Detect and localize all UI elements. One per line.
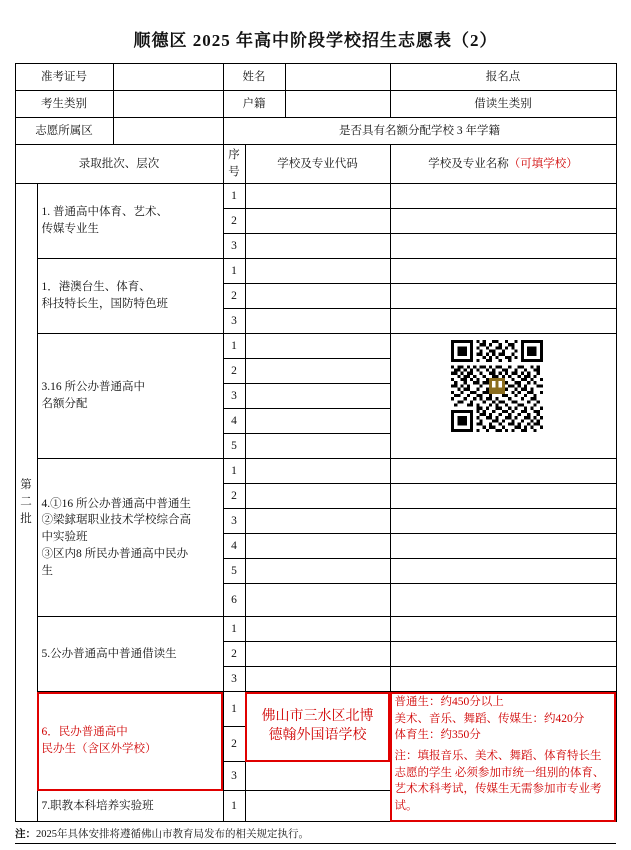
filled-school-name xyxy=(246,708,390,746)
qr-code-cell xyxy=(390,334,616,459)
label-district: 志愿所属区 xyxy=(15,118,113,145)
group-1-line-1: 1. 普通高中体育、艺术、 xyxy=(41,206,168,219)
red-note-line-2: 美术、音乐、舞蹈、传媒生：约420分 xyxy=(394,712,585,725)
batch-label-char-1: 第 xyxy=(20,479,32,492)
group-4-line-4: ③区内8 所民办普通高中民办 xyxy=(41,547,189,560)
bottom-divider xyxy=(15,843,616,844)
header-batch-section: 录取批次、层次 xyxy=(15,145,223,184)
group-4-line-5: 生 xyxy=(41,564,53,577)
table-row xyxy=(15,184,616,209)
seq-cell: 2 xyxy=(223,642,245,667)
header-name-main: 学校及专业名称 xyxy=(428,157,509,170)
code-input-cell[interactable] xyxy=(245,209,390,234)
seq-cell: 2 xyxy=(223,209,245,234)
label-registration-site: 报名点 xyxy=(390,64,616,91)
group-2-label xyxy=(37,259,223,334)
code-input-cell[interactable] xyxy=(245,459,390,484)
label-name: 姓名 xyxy=(223,64,285,91)
batch-label-char-2: 二 xyxy=(20,496,32,509)
batch-label xyxy=(15,184,37,822)
table-row xyxy=(15,617,616,642)
name-input-cell[interactable] xyxy=(390,484,616,509)
seq-cell: 1 xyxy=(223,459,245,484)
info-row-2 xyxy=(15,91,616,118)
code-input-cell[interactable] xyxy=(245,184,390,209)
code-input-cell[interactable] xyxy=(245,334,390,359)
seq-cell: 3 xyxy=(223,309,245,334)
footer-note-text: 2025年具体安排将遵循佛山市教育局发布的相关规定执行。 xyxy=(36,829,309,840)
seq-cell: 1 xyxy=(223,259,245,284)
group-5-line-1: 5.公办普通高中普通借读生 xyxy=(41,647,177,660)
code-input-cell[interactable] xyxy=(245,559,390,584)
name-input-cell[interactable] xyxy=(390,559,616,584)
header-name-note: （可填学校） xyxy=(508,157,578,170)
name-input-cell[interactable] xyxy=(390,309,616,334)
code-input-cell[interactable] xyxy=(245,484,390,509)
group-5-label xyxy=(37,617,223,692)
name-input-cell[interactable] xyxy=(390,617,616,642)
group-6-label xyxy=(37,692,223,791)
page-title: 顺德区 2025 年高中阶段学校招生志愿表（2） xyxy=(133,31,498,50)
code-input-cell[interactable] xyxy=(245,259,390,284)
batch-label-char-3: 批 xyxy=(20,512,32,525)
seq-cell: 1 xyxy=(223,617,245,642)
group-1-line-2: 传媒专业生 xyxy=(41,223,99,235)
label-household: 户籍 xyxy=(223,91,285,118)
group-4-line-1: 4.①16 所公办普通高中普通生 xyxy=(41,497,191,510)
column-header-row xyxy=(15,145,616,184)
code-input-cell[interactable] xyxy=(245,642,390,667)
group-2-line-1: 1．港澳台生、体育、 xyxy=(41,281,151,294)
name-input-cell[interactable] xyxy=(390,459,616,484)
name-input-cell[interactable] xyxy=(390,284,616,309)
header-code: 学校及专业代码 xyxy=(245,145,390,184)
field-candidate-type[interactable] xyxy=(113,91,223,118)
code-input-cell[interactable] xyxy=(245,234,390,259)
field-name[interactable] xyxy=(285,64,390,91)
group-1-label xyxy=(37,184,223,259)
name-input-cell[interactable] xyxy=(390,509,616,534)
group-4-label xyxy=(37,459,223,617)
seq-cell: 5 xyxy=(223,434,245,459)
table-row xyxy=(15,692,616,727)
group-3-label xyxy=(37,334,223,459)
group-6-line-2: 民办生（含区外学校） xyxy=(41,743,157,755)
label-candidate-type: 考生类别 xyxy=(15,91,113,118)
filled-school-cell[interactable] xyxy=(245,692,390,762)
red-note-line-4: 注：填报音乐、美术、舞蹈、体育特长生志愿的学生 必须参加市统一组别的体育、艺术术科考试，传媒生无需参加市专业考试。 xyxy=(394,750,605,813)
name-input-cell[interactable] xyxy=(390,584,616,617)
name-input-cell[interactable] xyxy=(390,259,616,284)
seq-cell: 2 xyxy=(223,484,245,509)
footer-note-prefix: 注： xyxy=(15,829,36,840)
code-input-cell[interactable] xyxy=(245,791,390,822)
admission-form-table xyxy=(15,63,617,822)
info-row-1 xyxy=(15,64,616,91)
red-note-line-1: 普通生：约450分以上 xyxy=(394,696,504,708)
seq-cell: 4 xyxy=(223,534,245,559)
code-input-cell[interactable] xyxy=(245,434,390,459)
name-input-cell[interactable] xyxy=(390,534,616,559)
seq-cell: 5 xyxy=(223,559,245,584)
field-household[interactable] xyxy=(285,91,390,118)
group-4-line-2: ②梁銶琚职业技术学校综合高 xyxy=(41,514,191,527)
seq-cell: 3 xyxy=(223,762,245,791)
seq-cell: 1 xyxy=(223,334,245,359)
name-input-cell[interactable] xyxy=(390,184,616,209)
table-row xyxy=(15,334,616,359)
name-input-cell[interactable] xyxy=(390,667,616,692)
group-3-line-2: 名额分配 xyxy=(41,398,88,410)
code-input-cell[interactable] xyxy=(245,584,390,617)
code-input-cell[interactable] xyxy=(245,284,390,309)
group-7-label xyxy=(37,791,223,822)
code-input-cell[interactable] xyxy=(245,617,390,642)
seq-cell: 3 xyxy=(223,667,245,692)
seq-cell: 2 xyxy=(223,359,245,384)
red-note-block xyxy=(390,692,616,822)
table-row xyxy=(15,459,616,484)
code-input-cell[interactable] xyxy=(245,359,390,384)
header-seq-line2: 号 xyxy=(228,166,240,178)
footer-note xyxy=(15,828,616,843)
label-borrow-type: 借读生类别 xyxy=(390,91,616,118)
group-7-line-1: 7.职教本科培养实验班 xyxy=(41,799,154,812)
header-seq xyxy=(223,145,245,184)
code-input-cell[interactable] xyxy=(245,667,390,692)
group-6-line-1: 6．民办普通高中 xyxy=(41,726,128,739)
seq-cell: 2 xyxy=(223,284,245,309)
group-2-line-2: 科技特长生，国防特色班 xyxy=(41,298,168,310)
seq-cell: 6 xyxy=(223,584,245,617)
seq-cell: 1 xyxy=(223,791,245,822)
seq-cell: 3 xyxy=(223,384,245,409)
seq-cell: 2 xyxy=(223,727,245,762)
code-input-cell[interactable] xyxy=(245,309,390,334)
code-input-cell[interactable] xyxy=(245,384,390,409)
red-note-line-3: 体育生：约350分 xyxy=(394,729,481,742)
group-4-line-3: 中实验班 xyxy=(41,531,88,544)
info-row-3 xyxy=(15,118,616,145)
filled-school-line-1: 佛山市三水区北博 xyxy=(261,708,374,724)
group-3-line-1: 3.16 所公办普通高中 xyxy=(41,381,145,394)
header-seq-line1: 序 xyxy=(228,149,240,162)
field-district[interactable] xyxy=(113,118,223,145)
seq-cell: 4 xyxy=(223,409,245,434)
seq-cell: 1 xyxy=(223,692,245,727)
filled-school-line-2: 德翰外国语学校 xyxy=(268,727,367,743)
seq-cell: 3 xyxy=(223,509,245,534)
name-input-cell[interactable] xyxy=(390,234,616,259)
label-quota-question: 是否具有名额分配学校 3 年学籍 xyxy=(223,118,616,145)
seq-cell: 3 xyxy=(223,234,245,259)
qr-code xyxy=(451,340,543,432)
header-name xyxy=(390,145,616,184)
name-input-cell[interactable] xyxy=(390,209,616,234)
code-input-cell[interactable] xyxy=(245,762,390,791)
seq-cell: 1 xyxy=(223,184,245,209)
field-exam-number[interactable] xyxy=(113,64,223,91)
code-input-cell[interactable] xyxy=(245,409,390,434)
name-input-cell[interactable] xyxy=(390,642,616,667)
code-input-cell[interactable] xyxy=(245,534,390,559)
code-input-cell[interactable] xyxy=(245,509,390,534)
table-row xyxy=(15,259,616,284)
label-exam-number: 准考证号 xyxy=(15,64,113,91)
